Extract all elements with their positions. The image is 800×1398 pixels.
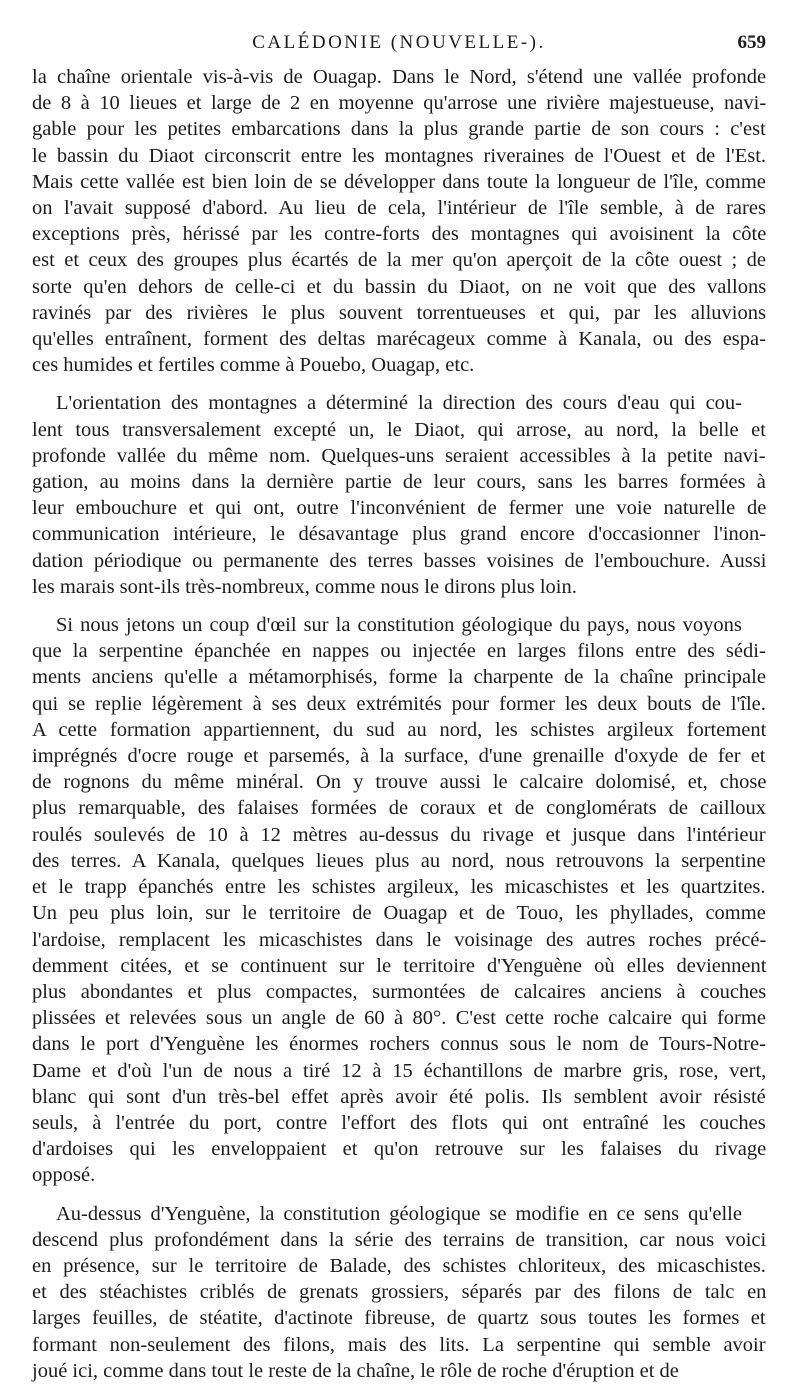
text-line: est et ceux des groupes plus écartés de la mer qu'on aperçoit de la côte ouest ; de [32,249,767,272]
text-line: qu'elles entraînent, forment des deltas marécageux comme à Kanala, ou des espa- [32,328,766,351]
paragraph [32,390,766,600]
text-line: plissées et relevées sous un angle de 60 à 80°. C'est cette roche calcaire qui forme [32,1007,766,1030]
text-line: et le trapp épanchés entre les schistes argileux, les micaschistes et les quartzites. [32,876,766,899]
text-line: Si nous jetons un coup d'œil sur la constitution géologique du pays, nous voyons [56,614,742,637]
paragraph-gap [32,378,766,390]
text-line: profonde vallée du même nom. Quelques-uns seraient accessibles à la petite navi- [32,444,766,467]
paragraph-gap [32,1189,766,1201]
text-line: dation périodique ou permanente des terres basses voisines de l'embouchure. Aussi [32,549,767,572]
text-line: ces humides et fertiles comme à Pouebo, Ouagap, etc. [32,354,475,377]
text-line: larges feuilles, de stéatite, d'actinote fibreuse, de quartz sous toutes les formes et [32,1307,766,1330]
page-number: 659 [737,32,766,53]
text-line: A cette formation appartiennent, du sud au nord, les schistes argileux fortement [32,718,767,741]
text-line: blanc qui sont d'un très-bel effet après avoir été polis. Ils semblent avoir résisté [32,1085,766,1108]
text-line: communication intérieure, le désavantage plus grand encore d'occasionner l'inon- [32,523,767,546]
text-line: plus remarquable, des falaises formées de coraux et de conglomérats de cailloux [32,797,767,820]
text-line: en présence, sur le territoire de Balade, des schistes chloriteux, des micaschistes. [32,1254,766,1277]
text-line: joué ici, comme dans tout le reste de la chaîne, le rôle de roche d'éruption et de [32,1359,679,1382]
text-line: gation, au moins dans la dernière partie de leur cours, sans les barres formées à [32,471,766,494]
text-line: les marais sont-ils très-nombreux, comme nous le dirons plus loin. [32,575,577,598]
text-line: d'ardoises qui les enveloppaient et qu'on retrouve sur les falaises du rivage [32,1138,767,1161]
text-line: roulés soulevés de 10 à 12 mètres au-dessus du rivage et jusque dans l'intérieur [32,823,766,846]
text-line: Dame et d'où l'un de nous a tiré 12 à 15 échantillons de marbre gris, rose, vert, [32,1059,767,1082]
text-line: dans le port d'Yenguène les énormes rochers connus sous le nom de Tours-Notre- [32,1033,766,1056]
text-line: lent tous transversalement excepté un, le Diaot, qui arrose, au nord, la belle et [32,418,766,441]
text-line: ments anciens qu'elle a métamorphisés, forme la charpente de la chaîne principale [32,666,766,689]
text-line: et des stéachistes criblés de grenats grossiers, séparés par des filons de talc en [32,1281,767,1304]
text-line: de 8 à 10 lieues et large de 2 en moyenne qu'arrose une rivière majestueuse, navi- [32,92,767,115]
text-line: demment citées, et se continuent sur le territoire d'Yenguène où elles deviennent [32,954,767,977]
text-line: leur embouchure et qui ont, outre l'inconvénient de fermer une voie naturelle de [32,497,767,520]
text-line: de rognons du même minéral. On y trouve aussi le calcaire dolomisé, et, chose [32,771,767,794]
text-line: des terres. A Kanala, quelques lieues plus au nord, nous retrouvons la serpentine [32,849,766,872]
text-line: formant non-seulement des filons, mais des lits. La serpentine qui semble avoir [32,1333,766,1356]
text-line: Au-dessus d'Yenguène, la constitution géologique se modifie en ce sens qu'elle [56,1202,742,1225]
text-line: descend plus profondément dans la série des terrains de transition, car nous voici [32,1228,767,1251]
paragraph [32,612,766,1188]
text-line: opposé. [32,1164,96,1187]
text-line: plus abondantes et plus compactes, surmontées de calcaires anciens à couches [32,980,767,1003]
text-line: on l'avait supposé d'abord. Au lieu de cela, l'intérieur de l'île semble, à de rares [32,197,766,220]
body-text [32,64,766,1384]
text-line: Un peu plus loin, sur le territoire de Ouagap et de Touo, les phyllades, comme [32,902,766,925]
paragraph [32,1201,766,1384]
running-title: CALÉDONIE (NOUVELLE-). [252,32,546,53]
text-line: que la serpentine épanchée en nappes ou injectée en larges filons entre des sédi- [32,640,766,663]
text-line: le bassin du Diaot circonscrit entre les montagnes riveraines de l'Ouest et de l'Est. [32,144,767,167]
paragraph-gap [32,600,766,612]
text-line: l'ardoise, remplacent les micaschistes dans le voisinage des autres roches précé- [32,928,767,951]
text-line: imprégnés d'ocre rouge et parsemés, à la surface, d'une grenaille d'oxyde de fer et [32,745,766,768]
text-line: sorte qu'en dehors de celle-ci et du bassin du Diaot, on ne voit que des vallons [32,275,767,298]
text-line: la chaîne orientale vis-à-vis de Ouagap. Dans le Nord, s'étend une vallée profonde [32,66,767,88]
text-line: qui se replie légèrement à ses deux extrémités pour former les deux bouts de l'île. [32,692,766,715]
text-line: Mais cette vallée est bien loin de se développer dans toute la longueur de l'île, comme [32,170,766,193]
text-line: seuls, à l'entrée du port, contre l'effort des flots qui ont entraîné les couches [32,1111,766,1134]
text-line: exceptions près, hérissé par les contre-forts des montagnes qui avoisinent la côte [32,223,767,246]
page-header [32,0,766,64]
text-line: gable pour les petites embarcations dans la plus grande partie de son cours : c'est [32,118,766,141]
text-line: L'orientation des montagnes a déterminé la direction des cours d'eau qui cou- [56,392,742,415]
paragraph [32,64,766,378]
text-line: ravinés par des rivières le plus souvent torrentueuses et qui, par les alluvions [32,301,766,324]
